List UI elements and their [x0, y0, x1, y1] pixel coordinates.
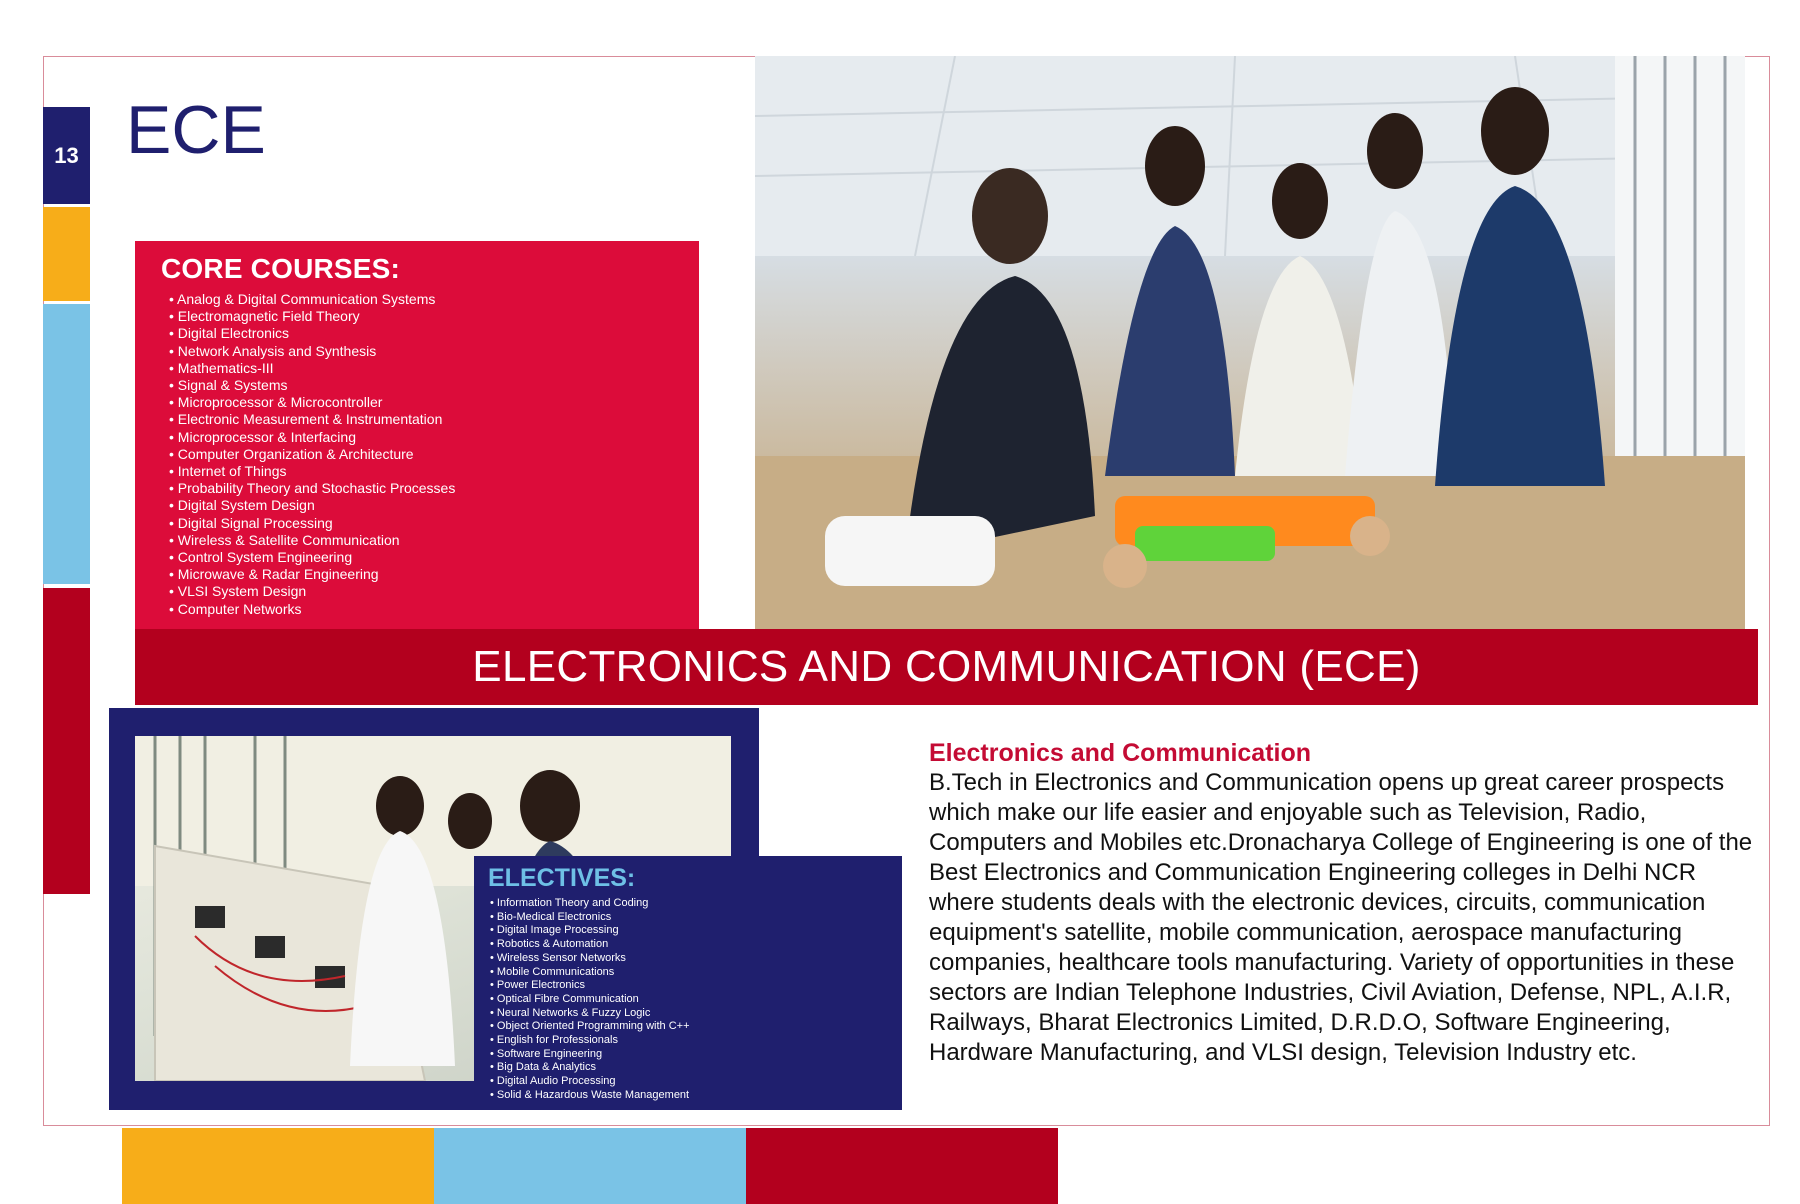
list-item: • Computer Organization & Architecture	[169, 446, 699, 463]
list-item: • Digital System Design	[169, 497, 699, 514]
list-item: • Optical Fibre Communication	[490, 993, 902, 1007]
bottom-bar-crimson	[746, 1128, 1058, 1204]
list-item: • Microwave & Radar Engineering	[169, 566, 699, 583]
strip-yellow	[43, 207, 90, 301]
list-item: • VLSI System Design	[169, 583, 699, 600]
list-item: • Microprocessor & Interfacing	[169, 429, 699, 446]
list-item: • Network Analysis and Synthesis	[169, 343, 699, 360]
list-item: • Big Data & Analytics	[490, 1061, 902, 1075]
description-body: B.Tech in Electronics and Communication opens up great career prospects which make our life easier and enjoyable such as Television, Radio, Computers and Mobiles etc.Dronacharya College of Engineering is one of the Best Electronics and Communication Engineering colleges in Delhi NCR where students deals with the electronic devices, circuits, communication equipment's satellite, mobile communication, aerospace manufacturing companies, healthcare tools manufacturing. Variety of opportunities in these sectors are Indian Telephone Industries, Civil Aviation, Defense, NPL, A.I.R, Railways, Bharat Electronics Limited, D.R.D.O, Software Engineering, Hardware Manufacturing, and VLSI design, Television Industry etc.	[929, 769, 1753, 1066]
list-item: • Object Oriented Programming with C++	[490, 1020, 902, 1034]
electives-heading: ELECTIVES:	[488, 864, 636, 892]
lab-photo-drone	[755, 56, 1745, 629]
core-courses-heading: CORE COURSES:	[161, 253, 401, 284]
description-heading: Electronics and Communication	[929, 739, 1312, 767]
list-item: • Software Engineering	[490, 1048, 902, 1062]
list-item: • Digital Audio Processing	[490, 1075, 902, 1089]
page-number: 13	[43, 107, 90, 204]
strip-sky	[43, 304, 90, 584]
list-item: • Internet of Things	[169, 463, 699, 480]
list-item: • Control System Engineering	[169, 549, 699, 566]
strip-crimson	[43, 588, 90, 894]
list-item: • Microprocessor & Microcontroller	[169, 394, 699, 411]
bottom-bar-sky	[434, 1128, 746, 1204]
list-item: • Analog & Digital Communication Systems	[169, 291, 699, 308]
list-item: • Signal & Systems	[169, 377, 699, 394]
list-item: • Electromagnetic Field Theory	[169, 308, 699, 325]
core-courses-panel	[135, 241, 699, 631]
list-item: • English for Professionals	[490, 1034, 902, 1048]
section-banner: ELECTRONICS AND COMMUNICATION (ECE)	[135, 629, 1758, 705]
list-item: • Digital Signal Processing	[169, 515, 699, 532]
page-title: ECE	[126, 92, 266, 168]
list-item: • Probability Theory and Stochastic Processes	[169, 480, 699, 497]
list-item: • Electronic Measurement & Instrumentation	[169, 411, 699, 428]
list-item: • Mathematics-III	[169, 360, 699, 377]
list-item: • Digital Electronics	[169, 325, 699, 342]
list-item: • Information Theory and Coding	[490, 897, 902, 911]
list-item: • Mobile Communications	[490, 966, 902, 980]
list-item: • Solid & Hazardous Waste Management	[490, 1089, 902, 1103]
bottom-bar-yellow	[122, 1128, 434, 1204]
list-item: • Computer Networks	[169, 601, 699, 618]
core-courses-list	[161, 291, 699, 618]
list-item: • Neural Networks & Fuzzy Logic	[490, 1007, 902, 1021]
list-item: • Wireless Sensor Networks	[490, 952, 902, 966]
list-item: • Bio-Medical Electronics	[490, 911, 902, 925]
electives-list	[488, 897, 902, 1103]
list-item: • Power Electronics	[490, 979, 902, 993]
description-block	[929, 738, 1759, 1068]
electives-panel	[474, 856, 902, 1110]
list-item: • Wireless & Satellite Communication	[169, 532, 699, 549]
list-item: • Robotics & Automation	[490, 938, 902, 952]
list-item: • Digital Image Processing	[490, 924, 902, 938]
